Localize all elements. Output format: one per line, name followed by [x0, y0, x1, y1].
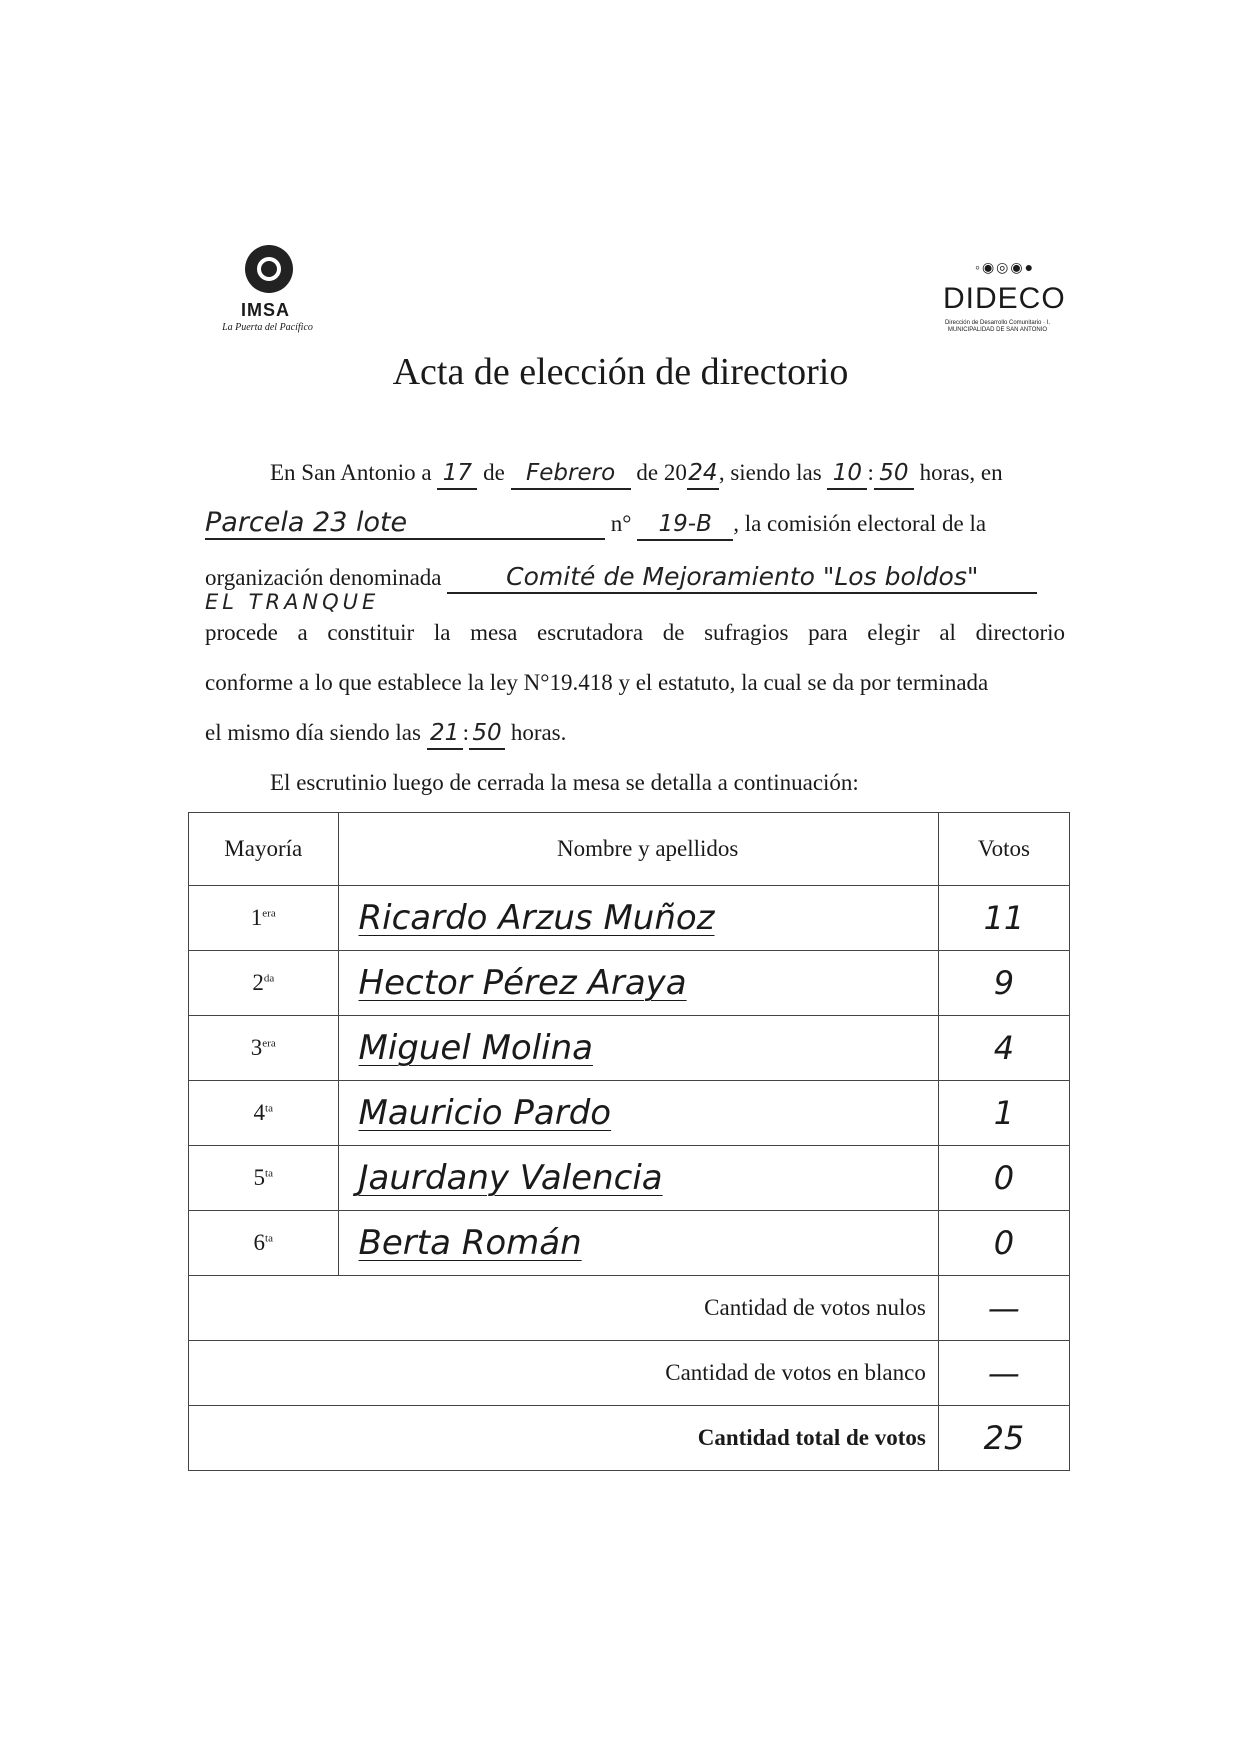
month-field: Febrero — [511, 458, 631, 490]
candidate-name: Jaurdany Valencia — [358, 1158, 663, 1198]
rank-cell — [189, 951, 339, 1016]
org-name-field: Comité de Mejoramiento "Los boldos" — [447, 562, 1037, 594]
paragraph-line-2 — [205, 508, 1065, 541]
candidate-name: Hector Pérez Araya — [358, 963, 687, 1003]
rank-suffix: ta — [265, 1102, 273, 1115]
start-hour-field: 10 — [827, 458, 867, 490]
text: de 20 — [636, 460, 687, 485]
start-minute-field: 50 — [874, 458, 914, 490]
table-row — [189, 1146, 1070, 1211]
text: horas, en — [919, 460, 1003, 485]
header-votes: Votos — [938, 813, 1069, 886]
paragraph-line-5: conforme a lo que establece la ley N°19.418 y el estatuto, la cual se da por terminada — [205, 670, 989, 695]
dideco-logo-name: DIDECO — [943, 282, 1066, 315]
candidate-name: Miguel Molina — [358, 1028, 594, 1068]
rank-suffix: ta — [265, 1232, 273, 1245]
imsa-logo-name: IMSA — [241, 300, 290, 320]
blanco-label: Cantidad de votos en blanco — [189, 1341, 939, 1406]
rank-cell — [189, 1211, 339, 1276]
candidate-name: Ricardo Arzus Muñoz — [358, 898, 715, 938]
total-value: 25 — [938, 1406, 1069, 1471]
text: horas. — [510, 720, 567, 745]
org-name-line-2: EL TRANQUE — [205, 590, 380, 614]
rank-number: 3 — [250, 1035, 263, 1060]
table-row — [189, 951, 1070, 1016]
rank-suffix: era — [262, 907, 276, 920]
table-row — [189, 1081, 1070, 1146]
day-field: 17 — [437, 458, 477, 490]
nulos-value: — — [938, 1276, 1069, 1341]
nulos-row — [189, 1276, 1070, 1341]
text: de — [483, 460, 505, 485]
text: , la comisión electoral de la — [733, 511, 987, 536]
paragraph-line-7: El escrutinio luego de cerrada la mesa se detalla a continuación: — [270, 770, 859, 795]
end-hour-field: 21 — [427, 718, 463, 750]
place-number-field: 19-B — [637, 509, 733, 541]
rank-cell — [189, 886, 339, 951]
votes-cell: 0 — [938, 1211, 1069, 1276]
votes-cell: 9 — [938, 951, 1069, 1016]
total-label: Cantidad total de votos — [189, 1406, 939, 1471]
rank-number: 6 — [253, 1230, 266, 1255]
paragraph-line-1: En San Antonio a 17 de Febrero de 2024, siendo las 10 : 50 horas, en — [270, 458, 1130, 490]
imsa-emblem-icon — [245, 245, 293, 293]
dideco-logo-sub: Dirección de Desarrollo Comunitario · I. MUNICIPALIDAD DE SAN ANTONIO — [944, 320, 1051, 333]
candidate-name: Berta Román — [358, 1223, 582, 1263]
rank-cell — [189, 1081, 339, 1146]
end-minute-field: 50 — [469, 718, 505, 750]
table-row — [189, 1016, 1070, 1081]
imsa-logo — [205, 240, 330, 340]
header-rank: Mayoría — [189, 813, 339, 886]
table-row — [189, 886, 1070, 951]
rank-number: 5 — [253, 1165, 266, 1190]
dideco-dots-icon: ◦◉◎◉● — [975, 261, 1036, 276]
rank-cell — [189, 1146, 339, 1211]
rank-cell — [189, 1016, 339, 1081]
name-cell — [338, 951, 938, 1016]
candidate-name: Mauricio Pardo — [358, 1093, 612, 1133]
name-cell — [338, 886, 938, 951]
rank-number: 1 — [250, 905, 263, 930]
text: organización denominada — [205, 565, 442, 590]
blanco-value: — — [938, 1341, 1069, 1406]
dideco-logo — [935, 260, 1066, 340]
text: el mismo día siendo las — [205, 720, 421, 745]
votes-cell: 4 — [938, 1016, 1069, 1081]
rank-suffix: da — [263, 972, 275, 985]
rank-suffix: era — [262, 1037, 276, 1050]
votes-cell: 0 — [938, 1146, 1069, 1211]
name-cell — [338, 1081, 938, 1146]
year-field: 24 — [687, 458, 719, 490]
name-cell — [338, 1146, 938, 1211]
votes-cell: 1 — [938, 1081, 1069, 1146]
imsa-logo-tagline: La Puerta del Pacífico — [222, 322, 313, 333]
text: , siendo las — [718, 460, 822, 485]
document-title: Acta de elección de directorio — [392, 351, 849, 393]
votes-cell: 11 — [938, 886, 1069, 951]
vote-table — [188, 812, 1070, 1471]
paragraph-line-4: procede a constituir la mesa escrutadora de sufragios para elegir al directorio — [205, 620, 1065, 645]
paragraph-line-6: el mismo día siendo las 21 : 50 horas. — [205, 718, 1065, 750]
place-field: Parcela 23 lote — [205, 508, 605, 540]
nulos-label: Cantidad de votos nulos — [189, 1276, 939, 1341]
text: n° — [610, 511, 632, 536]
blanco-row — [189, 1341, 1070, 1406]
text: En San Antonio a — [270, 460, 432, 485]
table-header-row — [189, 813, 1070, 886]
rank-number: 2 — [252, 970, 264, 995]
header-name: Nombre y apellidos — [338, 813, 938, 886]
name-cell — [338, 1016, 938, 1081]
total-row — [189, 1406, 1070, 1471]
table-row — [189, 1211, 1070, 1276]
rank-suffix: ta — [265, 1167, 273, 1180]
rank-number: 4 — [253, 1100, 266, 1125]
name-cell — [338, 1211, 938, 1276]
